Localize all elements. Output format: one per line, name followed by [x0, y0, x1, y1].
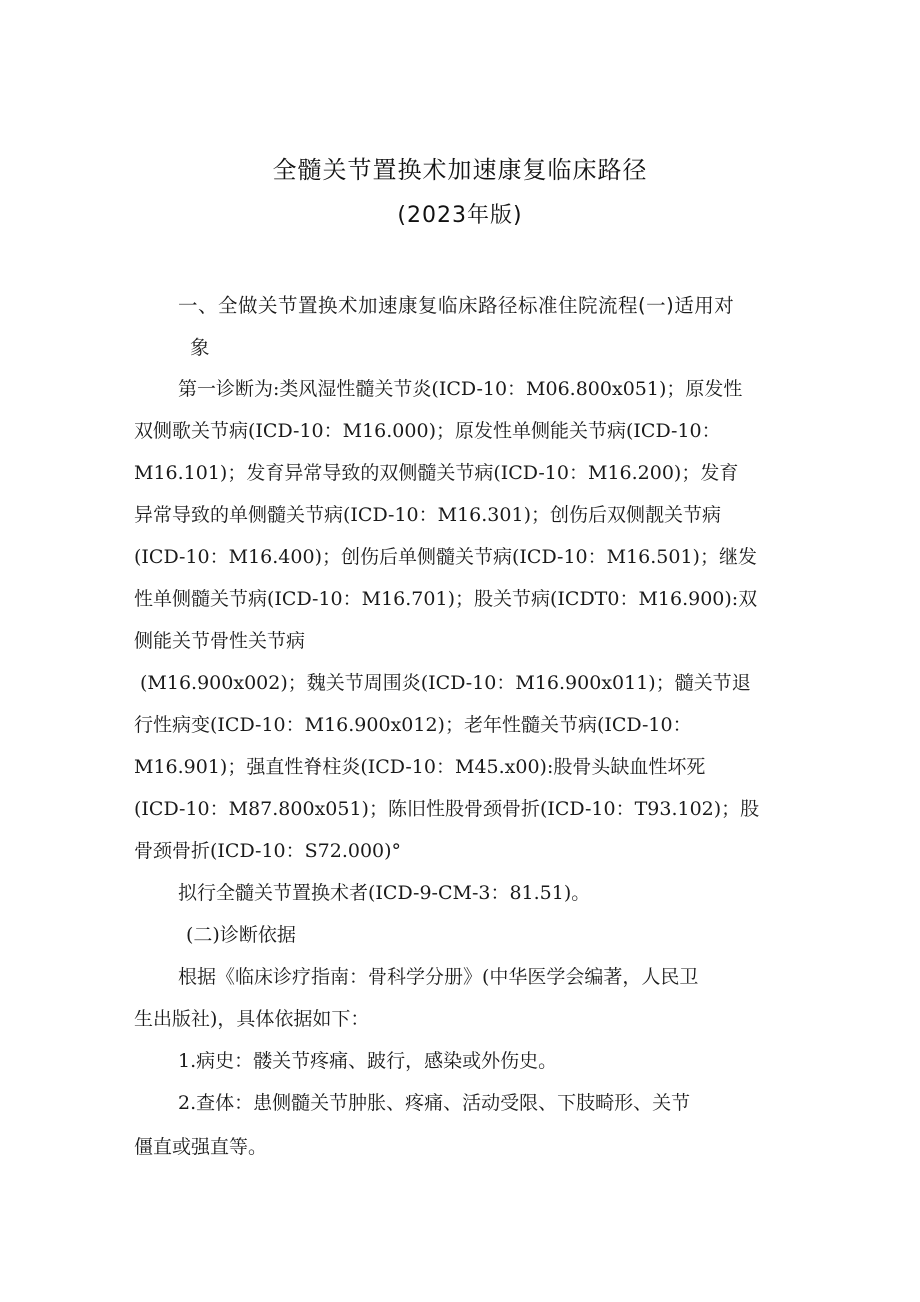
document-subtitle: (2023年版)	[397, 203, 523, 228]
subsection-heading: (二)诊断依据	[186, 924, 296, 946]
list-item: 僵直或强直等。	[134, 1136, 268, 1158]
paragraph-line: 拟行全髓关节置换术者(ICD-9-CM-3：81.51)。	[178, 882, 591, 904]
paragraph-line: M16.101)；发育异常导致的双侧髓关节病(ICD-10：M16.200)；发育	[134, 462, 739, 484]
paragraph-line: (ICD-10：M87.800x051)；陈旧性股骨颈骨折(ICD-10：T93.102)；股	[134, 798, 760, 820]
paragraph-line: 根据《临床诊疗指南：骨科学分册》(中华医学会编著，人民卫	[178, 966, 699, 988]
paragraph-line: 骨颈骨折(ICD-10：S72.000)°	[134, 840, 402, 862]
section-heading-line-1: 一、全做关节置换术加速康复临床路径标准住院流程(一)适用对	[178, 294, 735, 317]
paragraph-line: 性单侧髓关节病(ICD-10：M16.701)；股关节病(ICDT0：M16.900):双	[134, 588, 758, 610]
paragraph-line: 第一诊断为:类风湿性髓关节炎(ICD-10：M06.800x051)；原发性	[178, 378, 743, 400]
paragraph-line: (ICD-10：M16.400)；创伤后单侧髓关节病(ICD-10：M16.501)；继发	[134, 546, 757, 568]
paragraph-line: M16.901)；强直性脊柱炎(ICD-10：M45.x00):股骨头缺血性坏死	[134, 756, 706, 778]
list-item: 1.病史：髅关节疼痛、跛行，感染或外伤史。	[178, 1050, 558, 1072]
list-item: 2.查体：患侧髓关节肿胀、疼痛、活动受限、下肢畸形、关节	[178, 1092, 691, 1114]
document-title: 全髓关节置换术加速康复临床路径	[272, 156, 648, 184]
paragraph-line: 生出版社)，具体依据如下：	[134, 1008, 370, 1030]
paragraph-line: 异常导致的单侧髓关节病(ICD-10：M16.301)；创伤后双侧靓关节病	[134, 504, 721, 526]
paragraph-line: (M16.900x002)；魏关节周围炎(ICD-10：M16.900x011)；髓关节退	[140, 672, 751, 694]
section-heading-line-2: 象	[190, 336, 211, 359]
paragraph-line: 侧能关节骨性关节病	[134, 630, 306, 652]
paragraph-line: 双侧歌关节病(ICD-10：M16.000)；原发性单侧能关节病(ICD-10：	[134, 420, 721, 442]
paragraph-line: 行性病变(ICD-10：M16.900x012)；老年性髓关节病(ICD-10：	[134, 714, 692, 736]
